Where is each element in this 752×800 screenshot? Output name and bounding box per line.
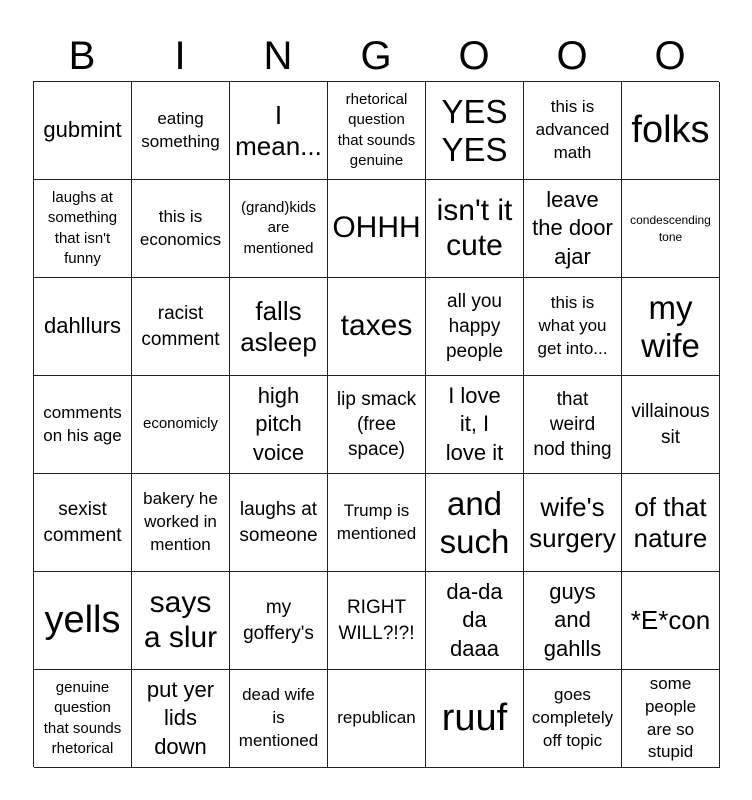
bingo-cell[interactable]: condescending tone xyxy=(622,180,720,278)
header-letter-n: N xyxy=(263,33,293,78)
header-letter-i: I xyxy=(174,33,186,78)
bingo-cell[interactable]: ruuf xyxy=(426,670,524,768)
bingo-cell[interactable]: dead wife is mentioned xyxy=(230,670,328,768)
bingo-header xyxy=(33,30,719,82)
bingo-cell[interactable]: wife's surgery xyxy=(524,474,622,572)
bingo-cell[interactable]: goes completely off topic xyxy=(524,670,622,768)
bingo-cell[interactable]: this is economics xyxy=(132,180,230,278)
bingo-cell[interactable]: laughs at someone xyxy=(230,474,328,572)
bingo-cell[interactable]: says a slur xyxy=(132,572,230,670)
bingo-cell[interactable]: economicly xyxy=(132,376,230,474)
bingo-cell[interactable]: rhetorical question that sounds genuine xyxy=(328,82,426,180)
bingo-cell[interactable]: yells xyxy=(34,572,132,670)
bingo-cell[interactable]: laughs at something that isn't funny xyxy=(34,180,132,278)
bingo-cell[interactable]: da-da da daaa xyxy=(426,572,524,670)
bingo-cell[interactable]: republican xyxy=(328,670,426,768)
bingo-cell[interactable]: OHHH xyxy=(328,180,426,278)
bingo-cell[interactable]: comments on his age xyxy=(34,376,132,474)
header-letter-g: G xyxy=(360,33,392,78)
bingo-cell[interactable]: bakery he worked in mention xyxy=(132,474,230,572)
bingo-cell[interactable]: eating something xyxy=(132,82,230,180)
bingo-cell[interactable]: racist comment xyxy=(132,278,230,376)
bingo-cell[interactable]: all you happy people xyxy=(426,278,524,376)
bingo-cell[interactable]: that weird nod thing xyxy=(524,376,622,474)
bingo-cell[interactable]: I love it, I love it xyxy=(426,376,524,474)
bingo-cell[interactable]: Trump is mentioned xyxy=(328,474,426,572)
bingo-cell[interactable]: RIGHT WILL?!?! xyxy=(328,572,426,670)
bingo-cell[interactable]: falls asleep xyxy=(230,278,328,376)
bingo-cell[interactable]: put yer lids down xyxy=(132,670,230,768)
bingo-cell[interactable]: taxes xyxy=(328,278,426,376)
bingo-cell[interactable]: isn't it cute xyxy=(426,180,524,278)
bingo-cell[interactable]: this is what you get into... xyxy=(524,278,622,376)
bingo-cell[interactable]: leave the door ajar xyxy=(524,180,622,278)
bingo-cell[interactable]: YES YES xyxy=(426,82,524,180)
bingo-cell[interactable]: some people are so stupid xyxy=(622,670,720,768)
header-letter-o1: O xyxy=(458,33,490,78)
header-letter-o2: O xyxy=(556,33,588,78)
bingo-cell[interactable]: this is advanced math xyxy=(524,82,622,180)
header-letter-b: B xyxy=(68,33,96,78)
bingo-cell[interactable]: my wife xyxy=(622,278,720,376)
bingo-cell[interactable]: gubmint xyxy=(34,82,132,180)
bingo-cell[interactable]: dahllurs xyxy=(34,278,132,376)
header-letter-o3: O xyxy=(654,33,686,78)
bingo-cell[interactable]: lip smack (free space) xyxy=(328,376,426,474)
bingo-cell[interactable]: genuine question that sounds rhetorical xyxy=(34,670,132,768)
bingo-cell[interactable]: high pitch voice xyxy=(230,376,328,474)
bingo-cell[interactable]: *E*con xyxy=(622,572,720,670)
bingo-cell[interactable]: I mean... xyxy=(230,82,328,180)
bingo-cell[interactable]: villainous sit xyxy=(622,376,720,474)
bingo-cell[interactable]: and such xyxy=(426,474,524,572)
bingo-board xyxy=(33,81,719,767)
bingo-cell[interactable]: folks xyxy=(622,82,720,180)
bingo-cell[interactable]: my goffery's xyxy=(230,572,328,670)
bingo-cell[interactable]: sexist comment xyxy=(34,474,132,572)
bingo-cell[interactable]: of that nature xyxy=(622,474,720,572)
bingo-cell[interactable]: (grand)kids are mentioned xyxy=(230,180,328,278)
bingo-cell[interactable]: guys and gahlls xyxy=(524,572,622,670)
